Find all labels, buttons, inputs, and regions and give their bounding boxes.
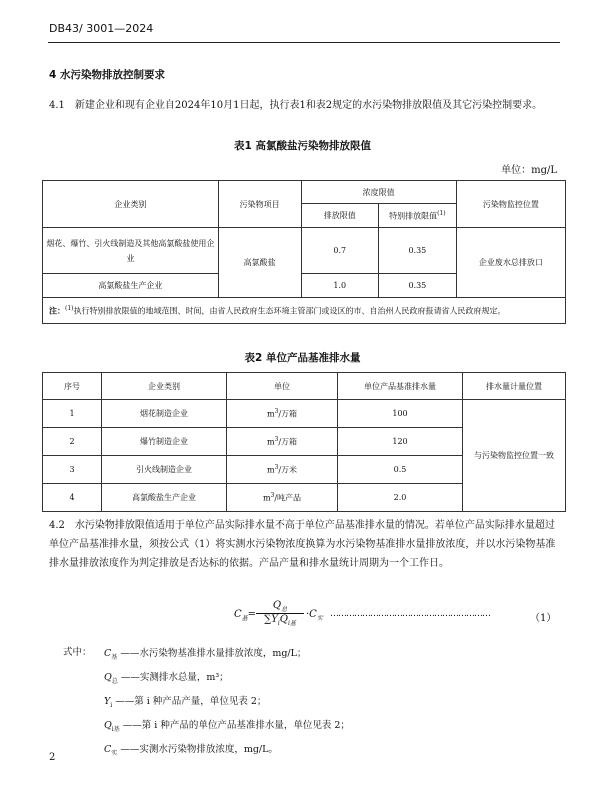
header-unit: 单位	[227, 373, 338, 400]
header-no: 序号	[43, 373, 102, 400]
page-number: 2	[49, 752, 56, 763]
location-cell: 与污染物监控位置一致	[463, 400, 566, 512]
formula-lhs: $C_基=$	[234, 609, 257, 622]
list-item: $Q_{i基}$ ——第 i 种产品的单位产品基准排水量，单位见表 2；	[104, 719, 350, 733]
table-row-value: 0.5	[338, 456, 463, 484]
table-row-no: 4	[43, 484, 102, 512]
header-location: 排水量计量位置	[463, 373, 566, 400]
table-row-unit: $m^3/$万箱	[227, 428, 338, 456]
section-title: 4 水污染物排放控制要求	[49, 69, 165, 81]
table-row-category: 烟花制造企业	[102, 400, 227, 428]
list-item: $Y_i$ ——第 i 种产品产量，单位见表 2；	[104, 695, 267, 709]
table-row-value: 2.0	[338, 484, 463, 512]
para-label: 4.1	[49, 100, 65, 111]
formula-fraction	[256, 600, 304, 627]
table1	[42, 180, 566, 324]
formula-number: （1）	[530, 613, 557, 624]
table1-unit: 单位：mg/L	[501, 165, 557, 176]
para-text: 新建企业和现有企业自2024年10月1日起，执行表1和表2规定的水污染物排放限值及其它污染控制要求。	[74, 100, 543, 111]
list-item: $C_实$ ——实测水污染物排放浓度，mg/L。	[104, 743, 278, 757]
formula-denominator: $\sum Y_iQ_{i基}$	[264, 614, 296, 627]
formula-numerator: $Q_总$	[256, 600, 304, 614]
monitor-cell: 企业废水总排放口	[456, 228, 565, 298]
para-text: 水污染物排放限值适用于单位产品实际排水量不高于单位产品基准排水量的情况。若单位产品实际排水量超过单位产品基准排水量，须按公式（1）将实测水污染物浓度换算为水污染物基准排水量排放浓度，并以水污染物基准排水量排放浓度作为判定排放是否达标的依据。产品产量和排水量统计周期为一个工作日。	[49, 520, 556, 569]
table-row-no: 1	[43, 400, 102, 428]
list-item: $C_基$ ——水污染物基准排水量排放浓度，mg/L；	[104, 648, 307, 661]
table1-caption: 表1 高氯酸盐污染物排放限值	[234, 140, 371, 152]
table2-caption: 表2 单位产品基准排水量	[244, 352, 361, 364]
paragraph-4-1	[49, 96, 561, 115]
doc-id: DB43/ 3001—2024	[49, 22, 154, 35]
header-category: 企业类别	[43, 181, 219, 228]
table-row-unit: $m^3/$吨产品	[227, 484, 338, 512]
table-row-category: 烟花、爆竹、引火线制造及其他高氯酸盐使用企业	[43, 228, 219, 274]
value-normal: 0.7	[301, 228, 378, 274]
list-item: $Q_总$ ——实测排水总量，m³；	[104, 671, 229, 685]
legend-intro: 式中：	[63, 647, 92, 658]
paragraph-4-2	[49, 516, 562, 573]
table-row-value: 100	[338, 400, 463, 428]
header-value: 单位产品基准排水量	[338, 373, 463, 400]
formula-rhs: $\cdot C_实$	[306, 609, 323, 622]
header-limit: 浓度限值	[301, 181, 456, 204]
table-row-no: 3	[43, 456, 102, 484]
header-limit-normal: 排放限值	[301, 204, 378, 228]
legend-list	[104, 644, 350, 763]
formula-1	[234, 600, 564, 632]
table-row-unit: $m^3/$万箱	[227, 400, 338, 428]
table-row-no: 2	[43, 428, 102, 456]
value-special: 0.35	[379, 228, 457, 274]
para-label: 4.2	[49, 520, 65, 531]
formula-dots: ……………………………………………………	[330, 609, 490, 619]
header-limit-special: 特别排放限值$^{(1)}$	[379, 204, 457, 228]
value-special: 0.35	[379, 274, 457, 298]
header-rule	[48, 42, 560, 43]
table2	[42, 372, 566, 512]
header-pollutant: 污染物项目	[218, 181, 301, 228]
table-row-value: 120	[338, 428, 463, 456]
table-row-category: 引火线制造企业	[102, 456, 227, 484]
table-row-category: 爆竹制造企业	[102, 428, 227, 456]
table1-note: 注：$^{(1)}$执行特别排放限值的地域范围、时间，由省人民政府生态环境主管部门或设区的市、自治州人民政府报请省人民政府规定。	[43, 298, 566, 324]
header-category: 企业类别	[102, 373, 227, 400]
table-row-unit: $m^3/$万米	[227, 456, 338, 484]
table-row-category: 高氯酸盐生产企业	[43, 274, 219, 298]
header-monitor: 污染物监控位置	[456, 181, 565, 228]
value-normal: 1.0	[301, 274, 378, 298]
table-row-category: 高氯酸盐生产企业	[102, 484, 227, 512]
pollutant-cell: 高氯酸盐	[218, 228, 301, 298]
